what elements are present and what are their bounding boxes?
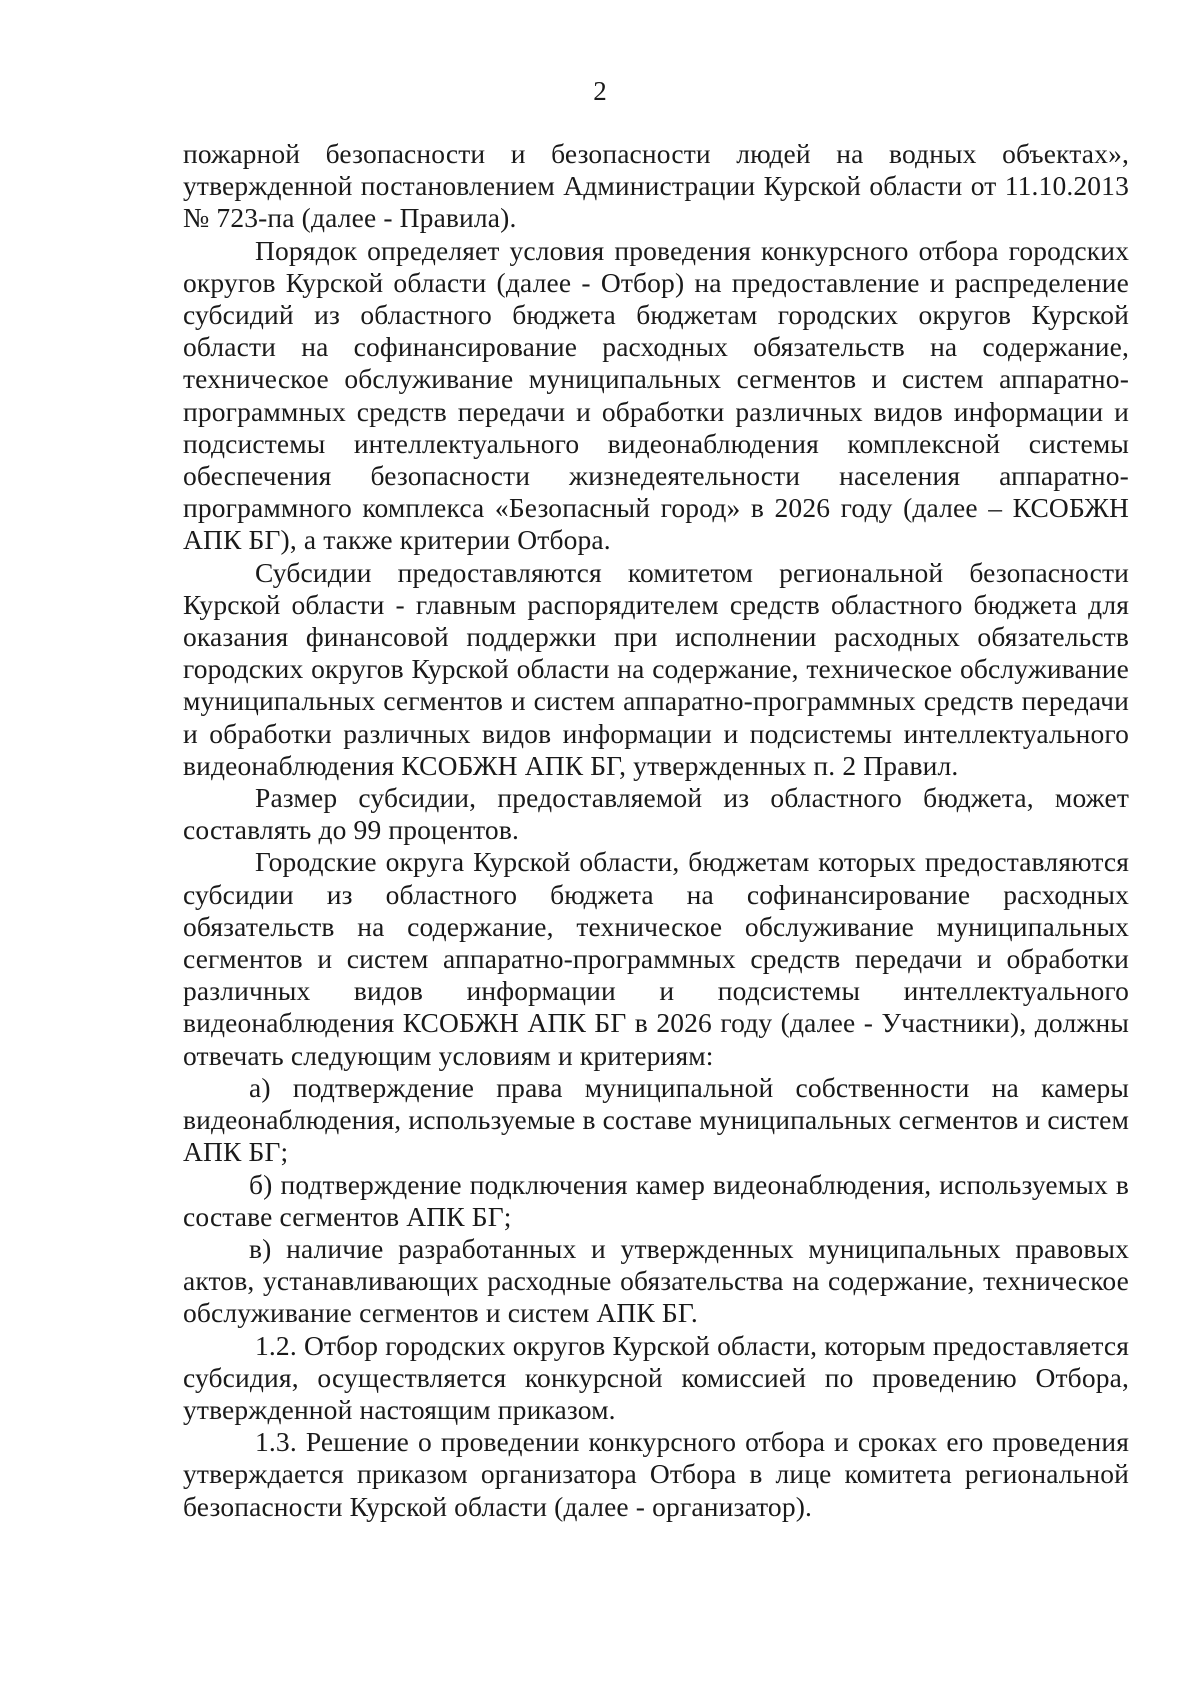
paragraph-subsidy-size: Размер субсидии, предоставляемой из областного бюджета, может составлять до 99 процентов.: [183, 782, 1129, 846]
paragraph-participant-criteria: Городские округа Курской области, бюджетам которых предоставляются субсидии из областного бюджета на софинансирование расходных обязательств на содержание, техническое обслуживание муниципальных сегментов и систем аппаратно-программных средств передачи и обработки различных видов информации и подсистемы интеллектуального видеонаблюдения КСОБЖН АПК БГ в 2026 году (далее - Участники), должны отвечать следующим условиям и критериям:: [183, 846, 1129, 1071]
paragraph-rules-reference: пожарной безопасности и безопасности людей на водных объектах», утвержденной постановлением Администрации Курской области от 11.10.2013 № 723-па (далее - Правила).: [183, 138, 1129, 234]
paragraph-section-1-2: 1.2. Отбор городских округов Курской области, которым предоставляется субсидия, осуществляется конкурсной комиссией по проведению Отбора, утвержденной настоящим приказом.: [183, 1329, 1129, 1425]
paragraph-criterion-a: а) подтверждение права муниципальной собственности на камеры видеонаблюдения, используемые в составе муниципальных сегментов и систем АПК БГ;: [183, 1071, 1129, 1168]
paragraph-criterion-b: б) подтверждение подключения камер видеонаблюдения, используемых в составе сегментов АПК БГ;: [183, 1168, 1129, 1232]
document-body: [183, 138, 1129, 1523]
paragraph-criterion-c: в) наличие разработанных и утвержденных муниципальных правовых актов, устанавливающих расходные обязательства на содержание, техническое обслуживание сегментов и систем АПК БГ.: [183, 1232, 1129, 1329]
paragraph-subsidy-provider: Субсидии предоставляются комитетом региональной безопасности Курской области - главным распорядителем средств областного бюджета для оказания финансовой поддержки при исполнении расходных обязательств городских округов Курской области на содержание, техническое обслуживание муниципальных сегментов и систем аппаратно-программных средств передачи и обработки различных видов информации и подсистемы интеллектуального видеонаблюдения КСОБЖН АПК БГ, утвержденных п. 2 Правил.: [183, 556, 1129, 781]
paragraph-procedure-scope: Порядок определяет условия проведения конкурсного отбора городских округов Курской области (далее - Отбор) на предоставление и распределение субсидий из областного бюджета бюджетам городских округов Курской области на софинансирование расходных обязательств на содержание, техническое обслуживание муниципальных сегментов и систем аппаратно-программных средств передачи и обработки различных видов информации и подсистемы интеллектуального видеонаблюдения комплексной системы обеспечения безопасности жизнедеятельности населения аппаратно-программного комплекса «Безопасный город» в 2026 году (далее – КСОБЖН АПК БГ), а также критерии Отбора.: [183, 234, 1129, 556]
paragraph-section-1-3: 1.3. Решение о проведении конкурсного отбора и сроках его проведения утверждается приказом организатора Отбора в лице комитета региональной безопасности Курской области (далее - организатор).: [183, 1426, 1129, 1522]
page-number: 2: [593, 76, 607, 106]
